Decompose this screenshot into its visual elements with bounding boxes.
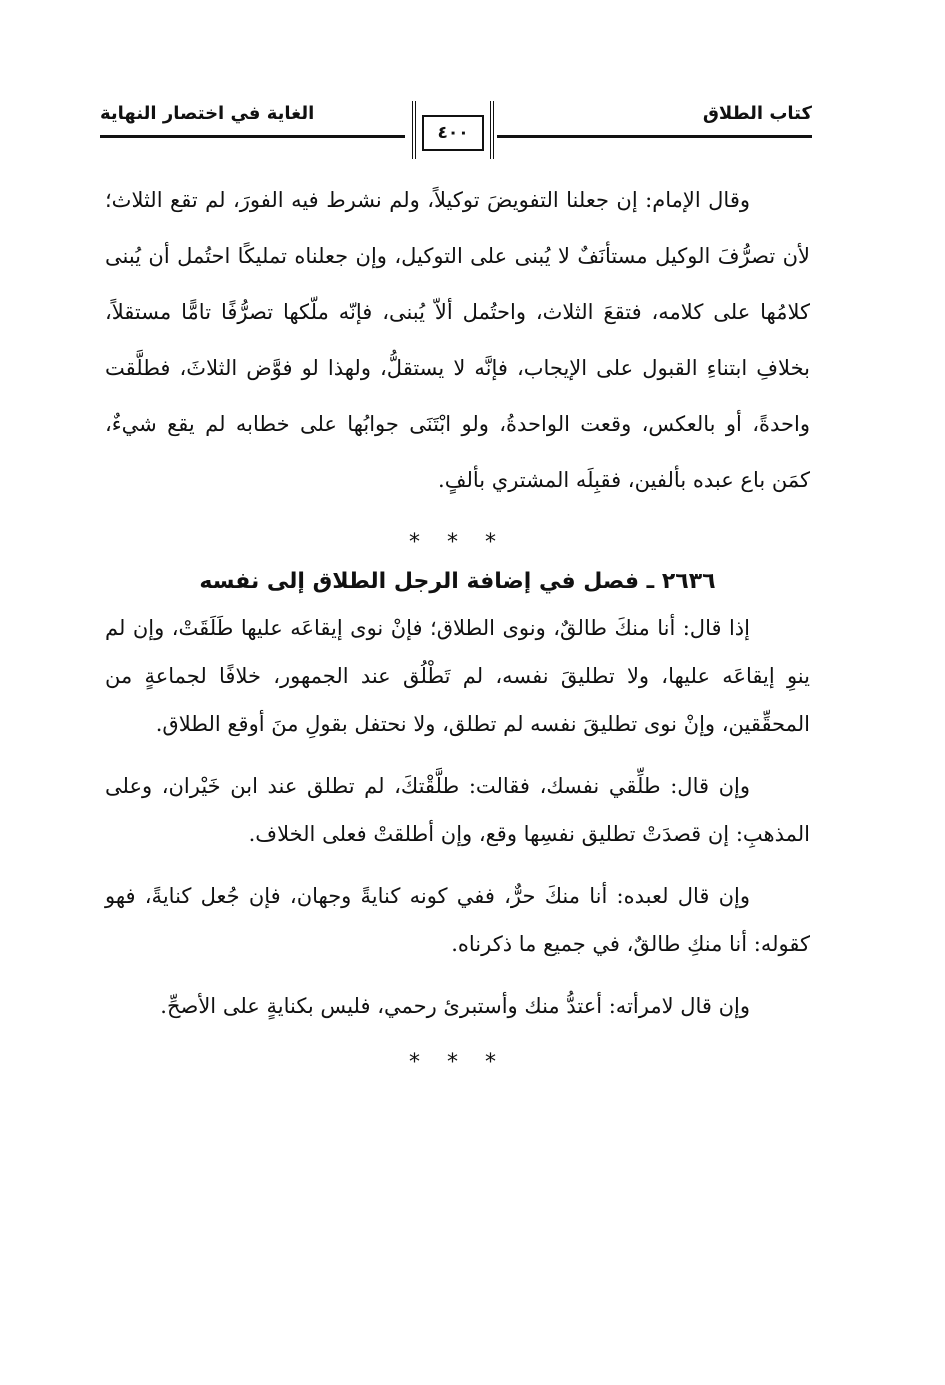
body-paragraph: وإن قال: طلِّقي نفسك، فقالت: طلَّقْتكَ، لم تطلق عند ابن خَيْران، وعلى المذهبِ: إن قصدَتْ تطليق نفسِها وقع، وإن أطلقتْ فعلى الخلاف.: [105, 774, 810, 846]
page-body: [105, 172, 810, 1075]
section-heading: ٢٦٣٦ ـ فصل في إضافة الرجل الطلاق إلى نفسه: [199, 569, 716, 594]
page-number-frame: [412, 101, 494, 159]
page-number: ٤٠٠: [422, 115, 484, 151]
running-head-book: كتاب الطلاق: [702, 103, 812, 124]
running-head-work: الغاية في اختصار النهاية: [100, 103, 315, 124]
body-paragraph: إذا قال: أنا منكَ طالقٌ، ونوى الطلاق؛ فإنْ نوى إيقاعَه عليها طَلَقَتْ، وإن لم ينوِ إيقاعَه عليها، ولا تطليقَ نفسه، لم تَطْلُق عند الجمهور، خلافًا لجماعةٍ من المحقِّقين، وإنْ نوى تطليقَ نفسه لم تطلق، ولا نحتفل بقولِ منَ أوقع الطلاق.: [105, 616, 810, 736]
body-paragraph: وإن قال لعبده: أنا منكَ حرٌّ، ففي كونه كنايةً وجهان، فإن جُعل كنايةً، فهو كقوله: أنا منكِ طالقٌ، في جميع ما ذكرناه.: [105, 884, 810, 956]
header-rule-left: [100, 135, 405, 138]
section-separator: * * *: [409, 1050, 506, 1075]
header-rule-right: [497, 135, 812, 138]
page-header: [100, 95, 812, 175]
body-paragraph: وإن قال لامرأته: أعتدُّ منك وأستبرئ رحمي، فليس بكنايةٍ على الأصحِّ.: [160, 994, 750, 1018]
body-paragraph: وقال الإمام: إن جعلنا التفويضَ توكيلاً، ولم نشرط فيه الفورَ، لم تقع الثلاث؛ لأن تصرُّفَ الوكيل مستأنَفٌ لا يُبنى على التوكيل، وإن جعلناه تمليكًا احتُمل أن يُبنى كلامُها على كلامه، فتقعَ الثلاث، واحتُمل ألاّ يُبنى، فإنّه ملّكها تصرُّفًا تامًّا مستقلاً، بخلافِ ابتناءِ القبول على الإيجاب، فإنَّه لا يستقلُّ، ولهذا لو فوَّض الثلاثَ، فطلَّقت واحدةً، أو بالعكس، وقعت الواحدةُ، ولو ابْتَنَى جوابُها على خطابه لم يقع شيءٌ، كمَن باع عبده بألفين، فقبِلَه المشتري بألفٍ.: [105, 188, 810, 492]
section-separator: * * *: [409, 530, 506, 555]
